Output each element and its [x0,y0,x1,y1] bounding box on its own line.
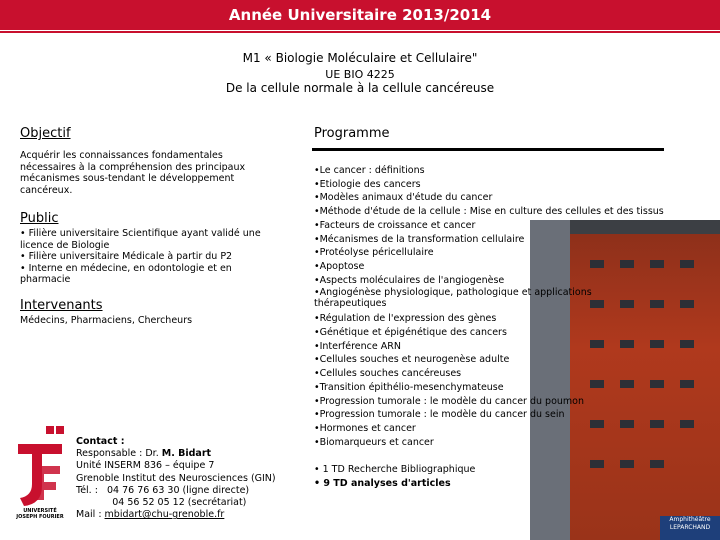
td-item: • 9 TD analyses d'articles [314,478,451,489]
programme-item: •Etiologie des cancers [314,178,421,190]
objectif-line: mécanismes sous-tendant le développement [20,173,235,184]
amphitheatre-sign: Amphithéâtre LEPARCHAND [660,516,720,540]
programme-list [314,164,694,449]
programme-item: •Génétique et épigénétique des cancers [314,327,507,339]
programme-item: •Facteurs de croissance et cancer [314,219,476,231]
programme-item: •Biomarqueurs et cancer [314,436,434,448]
year-banner [0,0,720,30]
td-item: • 1 TD Recherche Bibliographique [314,464,476,475]
public-line: • Interne en médecine, en odontologie et en [20,262,232,274]
public-heading: Public [20,211,59,226]
programme-item: •Aspects moléculaires de l'angiogenèse [314,274,505,286]
contact-line: Tél. : 04 76 76 63 30 (ligne directe) [76,484,250,496]
objectif-heading: Objectif [20,126,71,141]
programme-item: •Le cancer : définitions [314,165,425,176]
intervenants-text: Médecins, Pharmaciens, Chercheurs [20,315,193,326]
td-list [314,463,574,491]
programme-item: •Protéolyse péricellulaire [314,247,434,259]
programme-item: •Cellules souches cancéreuses [314,368,462,380]
contact-line: Grenoble Institut des Neurosciences (GIN) [76,472,276,484]
course-code: UE BIO 4225 [325,68,395,81]
banner-title: Année Universitaire 2013/2014 [228,6,492,24]
ujf-logo [12,426,68,524]
programme-item: •Progression tumorale : le modèle du cancer du poumon [314,395,585,407]
programme-item: •Cellules souches et neurogenèse adulte [314,354,510,366]
contact-block [76,436,276,521]
programme-divider [312,148,664,151]
mail-link[interactable]: mbidart@chu-grenoble.fr [104,509,225,521]
objectif-text [20,150,245,196]
programme-item: •Mécanismes de la transformation cellulaire [314,233,525,245]
objectif-line: cancéreux. [20,184,73,196]
programme-item: •Angiogénèse physiologique, pathologique et applications [314,287,592,299]
responsable-label: Responsable : Dr. [76,448,162,460]
intervenants-heading: Intervenants [20,298,103,313]
programme-heading: Programme [314,126,390,141]
logo-text: UNIVERSITÉ JOSEPH FOURIER [16,508,64,520]
contact-line: Unité INSERM 836 – équipe 7 [76,460,215,472]
public-line: pharmacie [20,274,71,285]
public-text [20,228,261,286]
objectif-line: nécessaires à la compréhension des principaux [20,161,246,173]
objectif-line: Acquérir les connaissances fondamentales [20,150,223,161]
programme-item: •Hormones et cancer [314,422,416,434]
public-line: • Filière universitaire Scientifique ayant validé une [20,228,261,239]
programme-item: •Transition épithélio-mesenchymateuse [314,381,504,393]
programme-item: •Régulation de l'expression des gènes [314,313,497,325]
mail-label: Mail : [76,509,105,521]
public-line: licence de Biologie [20,239,110,251]
contact-line: 04 56 52 05 12 (secrétariat) [76,497,247,509]
course-subtitle: De la cellule normale à la cellule cancéreuse [225,81,495,95]
contact-responsable [76,448,276,460]
programme-item: •Apoptose [314,260,365,272]
programme-item: •Modèles animaux d'étude du cancer [314,192,493,204]
contact-title: Contact : [76,436,125,447]
contact-mail [76,509,276,521]
programme-item: •Progression tumorale : le modèle du cancer du sein [314,409,565,421]
programme-item: thérapeutiques [314,298,387,310]
public-line: • Filière universitaire Médicale à partir du P2 [20,251,233,262]
course-title: M1 « Biologie Moléculaire et Cellulaire" [242,51,478,65]
banner-divider [0,31,720,33]
programme-item: •Interférence ARN [314,340,401,352]
responsable-name: M. Bidart [161,448,212,460]
programme-item: •Méthode d'étude de la cellule : Mise en culture des cellules et des tissus [314,206,664,218]
